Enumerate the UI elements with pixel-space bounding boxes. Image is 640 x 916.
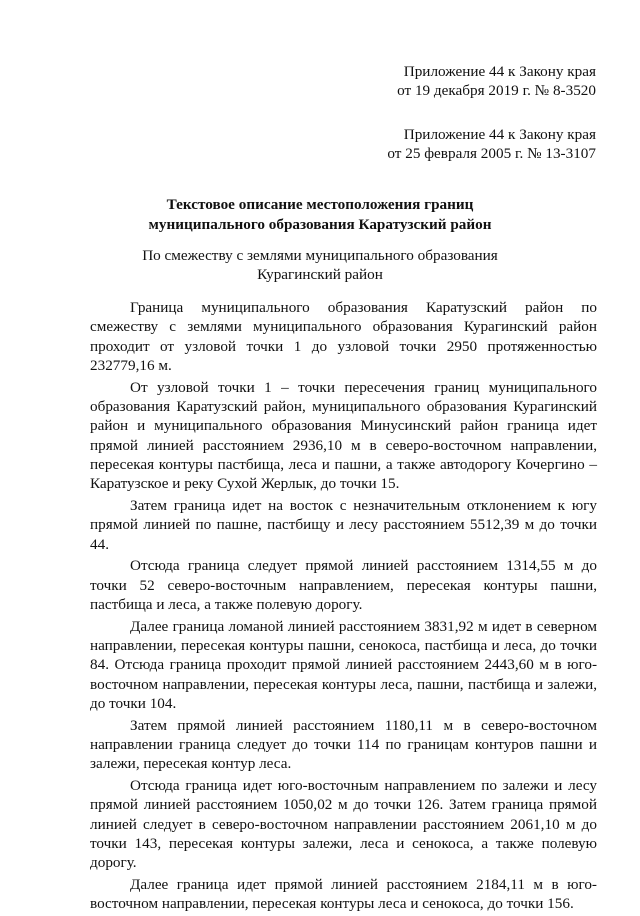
paragraph-3: Затем граница идет на восток с незначительным отклонением к югу прямой линией по пашне, пастбищу и лесу расстоянием 5512,39 м до точки 44. [90,496,597,553]
section-heading-line1: По смежеству с землями муниципального образования [142,247,498,264]
document-title [0,195,640,235]
amendment-header [397,62,596,100]
document-title-line1: Текстовое описание местоположения границ [166,196,474,213]
paragraph-2: От узловой точки 1 – точки пересечения границ муниципального образования Каратузский район, муниципального образования Курагинский район и муниципального образования Минусинский район граница идет прямой линией расстоянием 2936,10 м в северо-восточном направлении, пересекая контуры пастбища, леса и пашни, а также автодорогу Кочергино – Каратузское и реку Сухой Жерлык, до точки 15. [90,378,597,493]
original-header [387,125,596,163]
original-header-line2: от 25 февраля 2005 г. № 13-3107 [387,145,596,162]
paragraph-8: Далее граница идет прямой линией расстоянием 2184,11 м в юго-восточном направлении, пересекая контуры леса и сенокоса, до точки 156. [90,876,597,913]
paragraph-7: Отсюда граница идет юго-восточным направлением по залежи и лесу прямой линией расстоянием 1050,02 м до точки 126. Затем граница прямой линией следует в северо-восточном направлении расстоянием 2061,10 м до точки 143, пересекая контуры залежи, леса и сенокоса, а также полевую дорогу. [90,777,597,872]
paragraph-6: Затем прямой линией расстоянием 1180,11 м в северо-восточном направлении граница следует до точки 114 по границам контуров пашни и залежи, пересекая контур леса. [90,716,597,773]
paragraph-4: Отсюда граница следует прямой линией расстоянием 1314,55 м до точки 52 северо-восточным направлением, пересекая контуры пашни, пастбища и леса, а также полевую дорогу. [90,557,597,613]
document-title-line2: муниципального образования Каратузский район [148,216,492,233]
amendment-header-line2: от 19 декабря 2019 г. № 8-3520 [397,82,596,99]
document-body [90,298,597,916]
amendment-header-line1: Приложение 44 к Закону края [403,63,596,80]
paragraph-5: Далее граница ломаной линией расстоянием 3831,92 м идет в северном направлении, пересекая контуры пашни, сенокоса, пастбища и леса, до точки 84. Отсюда граница проходит прямой линией расстоянием 2443,60 м в юго-восточном направлении, пересекая контуры леса, пашни, пастбища и залежи, до точки 104. [90,617,597,712]
section-heading-line2: Курагинский район [257,266,383,283]
section-heading [0,246,640,284]
paragraph-1: Граница муниципального образования Каратузский район по смежеству с землями муниципального образования Курагинский район проходит от узловой точки 1 до узловой точки 2950 протяженностью 232779,16 м. [90,299,597,374]
original-header-line1: Приложение 44 к Закону края [403,126,596,143]
